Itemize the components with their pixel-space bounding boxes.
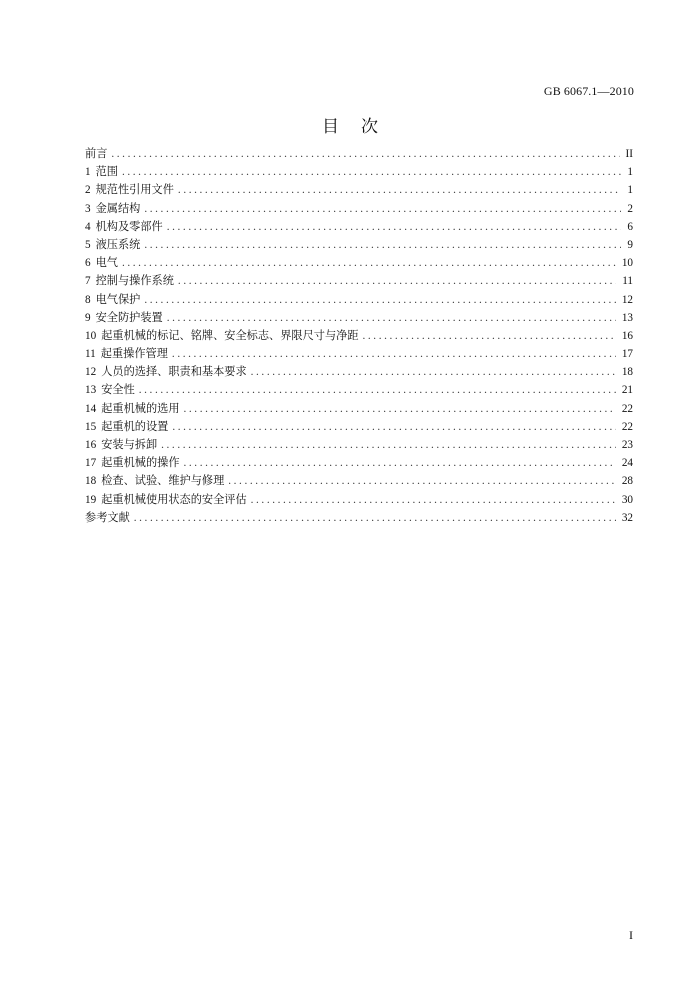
toc-entry[interactable]	[85, 291, 633, 309]
toc-entry-title: 参考文献	[85, 510, 130, 524]
toc-entry-number: 18	[85, 475, 97, 488]
toc-entry[interactable]	[85, 345, 633, 363]
toc-entry-page: 21	[621, 384, 633, 397]
toc-entry-page: 11	[622, 275, 633, 288]
toc-entry-number: 10	[85, 329, 97, 342]
toc-entry-page: 9	[627, 238, 633, 251]
toc-entry-page: 28	[621, 475, 633, 488]
toc-entry-number: 9	[85, 311, 91, 324]
toc-entry-title: 起重操作管理	[100, 347, 168, 361]
toc-dot-leader	[251, 363, 616, 381]
toc-entry-page: 1	[627, 184, 633, 197]
toc-entry-title: 机构及零部件	[95, 219, 163, 233]
toc-entry-title: 起重机械的操作	[101, 456, 180, 470]
toc-dot-leader	[363, 327, 616, 345]
toc-entry-number: 1	[85, 166, 91, 179]
toc-entry[interactable]	[85, 181, 633, 199]
toc-entry[interactable]	[85, 363, 633, 381]
toc-entry[interactable]	[85, 454, 633, 472]
toc-entry-title: 检查、试验、维护与修理	[101, 474, 225, 488]
toc-dot-leader	[122, 163, 621, 181]
toc-entry-title: 前言	[85, 147, 108, 160]
toc-entry-title: 控制与操作系统	[95, 274, 174, 288]
toc-entry-title: 安全防护装置	[95, 310, 163, 324]
toc-entry-page: 18	[621, 366, 633, 379]
toc-entry[interactable]	[85, 200, 633, 218]
toc-entry-page: 22	[621, 420, 633, 433]
toc-dot-leader	[172, 345, 616, 363]
toc-entry[interactable]	[85, 309, 633, 327]
toc-entry-title: 人员的选择、职责和基本要求	[101, 365, 247, 379]
toc-entry[interactable]	[85, 491, 633, 509]
toc-entry[interactable]	[85, 436, 633, 454]
toc-dot-leader	[172, 418, 615, 436]
toc-entry-page: 17	[621, 348, 633, 361]
toc-entry[interactable]	[85, 327, 633, 345]
toc-dot-leader	[228, 472, 616, 490]
toc-dot-leader	[184, 400, 616, 418]
toc-entry-title: 安全性	[101, 383, 135, 397]
toc-entry[interactable]	[85, 218, 633, 236]
toc-dot-leader	[122, 254, 616, 272]
toc-entry[interactable]	[85, 254, 633, 272]
toc-entry-number: 13	[85, 384, 97, 397]
toc-entry[interactable]	[85, 418, 633, 436]
toc-entry-number: 14	[85, 402, 97, 415]
toc-dot-leader	[144, 200, 621, 218]
toc-dot-leader	[251, 491, 616, 509]
toc-entry-number: 12	[85, 366, 97, 379]
toc-dot-leader	[167, 218, 622, 236]
toc-dot-leader	[184, 454, 616, 472]
table-of-contents	[85, 145, 633, 527]
toc-entry-page: 32	[621, 511, 633, 524]
toc-entry-page: 6	[627, 220, 633, 233]
toc-entry-page: 10	[621, 257, 633, 270]
toc-dot-leader	[144, 291, 615, 309]
toc-entry-page: 1	[627, 166, 633, 179]
toc-entry-page: 2	[627, 202, 633, 215]
toc-entry-page: 24	[621, 457, 633, 470]
toc-entry-title: 起重机的设置	[101, 419, 169, 433]
toc-dot-leader	[111, 145, 619, 163]
toc-dot-leader	[178, 181, 621, 199]
toc-entry-page: 30	[621, 493, 633, 506]
toc-entry-number: 7	[85, 275, 91, 288]
toc-entry[interactable]	[85, 400, 633, 418]
toc-entry-number: 17	[85, 457, 97, 470]
toc-entry[interactable]	[85, 236, 633, 254]
page-number: I	[629, 928, 633, 942]
toc-entry-title: 起重机械的选用	[101, 401, 180, 415]
toc-entry-number: 2	[85, 184, 91, 197]
toc-entry[interactable]	[85, 509, 633, 527]
toc-entry-page: 23	[621, 439, 633, 451]
toc-entry-title: 安装与拆卸	[101, 438, 158, 451]
toc-entry-title: 起重机械使用状态的安全评估	[101, 492, 247, 506]
toc-entry-title: 金属结构	[95, 201, 141, 215]
toc-entry-number: 19	[85, 493, 97, 506]
toc-entry-number: 5	[85, 238, 91, 251]
toc-title: 目次	[322, 117, 400, 137]
toc-entry-title: 起重机械的标记、铭牌、安全标志、界限尺寸与净距	[101, 328, 359, 342]
toc-entry-page: 16	[621, 329, 633, 342]
toc-entry[interactable]	[85, 272, 633, 290]
toc-dot-leader	[167, 309, 616, 327]
toc-entry-page: 22	[621, 402, 633, 415]
toc-dot-leader	[134, 509, 616, 527]
toc-entry-number: 11	[85, 348, 96, 361]
standard-number: GB 6067.1—2010	[543, 84, 634, 98]
toc-entry-number: 3	[85, 202, 91, 215]
toc-entry[interactable]	[85, 381, 633, 399]
toc-dot-leader	[139, 381, 616, 399]
toc-entry-number: 16	[85, 439, 97, 451]
toc-entry-number: 4	[85, 220, 91, 233]
toc-entry-title: 电气保护	[95, 292, 141, 306]
toc-entry-title: 范围	[95, 165, 118, 179]
toc-entry-title: 规范性引用文件	[95, 183, 174, 197]
toc-dot-leader	[178, 272, 616, 290]
toc-entry[interactable]	[85, 145, 633, 163]
toc-entry-page: 12	[621, 293, 633, 306]
toc-entry-number: 8	[85, 293, 91, 306]
toc-entry-number: 6	[85, 257, 91, 270]
toc-dot-leader	[161, 436, 616, 454]
toc-entry[interactable]	[85, 163, 633, 181]
toc-entry-title: 液压系统	[95, 237, 141, 251]
toc-entry-number: 15	[85, 420, 97, 433]
toc-entry[interactable]	[85, 472, 633, 490]
toc-entry-page: 13	[621, 311, 633, 324]
toc-dot-leader	[144, 236, 621, 254]
toc-entry-title: 电气	[95, 256, 118, 270]
toc-entry-page: II	[625, 148, 633, 160]
